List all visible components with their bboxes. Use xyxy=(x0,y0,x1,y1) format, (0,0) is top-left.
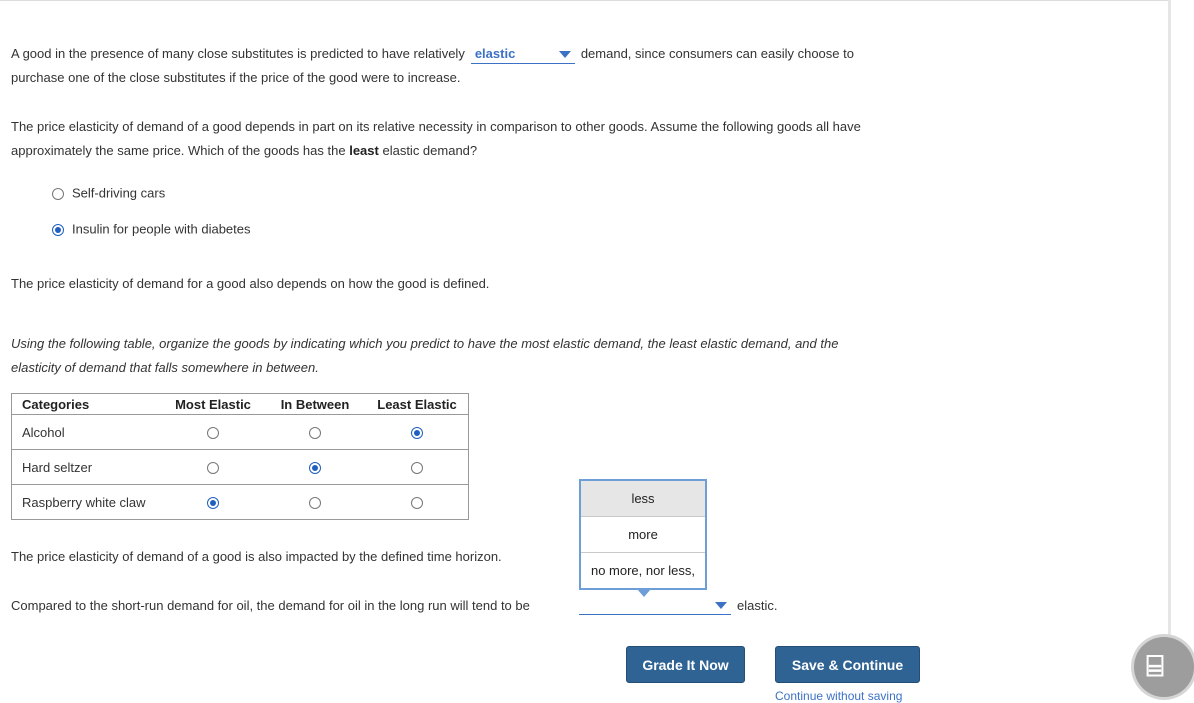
menu-item-more[interactable]: more xyxy=(581,517,705,553)
header-categories: Categories xyxy=(12,394,163,415)
cell-between xyxy=(264,450,366,485)
table-row xyxy=(12,485,469,520)
elasticity-table xyxy=(11,393,469,520)
radio-unselected[interactable] xyxy=(207,462,219,474)
calculator-button[interactable] xyxy=(1134,637,1194,697)
calculator-icon: ⌸ xyxy=(1146,649,1164,684)
q2-line1: The price elasticity of demand of a good depends in part on its relative necessity in comparison to other goods. Assume the following goods all have xyxy=(11,119,861,134)
q4-elasticity-dropdown[interactable] xyxy=(579,598,731,615)
top-divider xyxy=(0,0,1171,1)
q4-sentence-after: elastic. xyxy=(737,598,778,613)
option-self-driving-cars[interactable] xyxy=(52,183,165,203)
header-in-between: In Between xyxy=(264,394,366,415)
chevron-down-icon xyxy=(559,51,571,58)
cell-least xyxy=(366,415,469,450)
save-continue-button[interactable]: Save & Continue xyxy=(775,646,920,683)
row-label-alcohol: Alcohol xyxy=(12,415,163,450)
grade-it-now-button[interactable]: Grade It Now xyxy=(626,646,745,683)
q3-instruction-line2: elasticity of demand that falls somewhere in between. xyxy=(11,360,319,375)
q1-dropdown-value: elastic xyxy=(474,46,516,61)
q4-intro: The price elasticity of demand of a good is also impacted by the defined time horizon. xyxy=(11,549,502,564)
q1-line1 xyxy=(11,42,854,66)
q1-text-after: demand, since consumers can easily choose to xyxy=(580,46,854,61)
q1-text-before: A good in the presence of many close substitutes is predicted to have relatively xyxy=(11,46,465,61)
q1-line2: purchase one of the close substitutes if the price of the good were to increase. xyxy=(11,70,461,85)
dropdown-menu xyxy=(579,479,707,590)
q2-line2-after: elastic demand? xyxy=(382,143,478,158)
cell-most xyxy=(162,450,264,485)
radio-selected[interactable] xyxy=(207,497,219,509)
radio-unselected[interactable] xyxy=(411,462,423,474)
menu-item-no-more-nor-less[interactable]: no more, nor less, xyxy=(590,563,696,578)
row-label-raspberry-white-claw: Raspberry white claw xyxy=(12,485,163,520)
radio-unselected[interactable] xyxy=(207,427,219,439)
option-label: Self-driving cars xyxy=(72,185,166,201)
radio-selected[interactable] xyxy=(52,224,64,236)
q4-sentence-before: Compared to the short-run demand for oil, the demand for oil in the long run will tend to be xyxy=(11,598,530,613)
cell-most xyxy=(162,485,264,520)
radio-selected[interactable] xyxy=(411,427,423,439)
option-insulin[interactable] xyxy=(52,219,251,239)
cell-most xyxy=(162,415,264,450)
q3-instruction-line1: Using the following table, organize the goods by indicating which you predict to have the most elastic demand, the least elastic demand, and the xyxy=(11,336,839,351)
cell-least xyxy=(366,450,469,485)
scroll-edge xyxy=(1168,0,1171,696)
table-row xyxy=(12,450,469,485)
table-header-row xyxy=(12,394,469,415)
menu-item-less[interactable]: less xyxy=(581,481,705,517)
cell-between xyxy=(264,415,366,450)
q2-emphasis: least xyxy=(349,143,379,158)
header-least-elastic: Least Elastic xyxy=(366,394,469,415)
continue-without-saving-link[interactable]: Continue without saving xyxy=(775,689,903,703)
dropdown-pointer xyxy=(637,589,651,597)
radio-unselected[interactable] xyxy=(52,188,64,200)
radio-unselected[interactable] xyxy=(411,497,423,509)
cell-between xyxy=(264,485,366,520)
row-label-hard-seltzer: Hard seltzer xyxy=(12,450,163,485)
radio-unselected[interactable] xyxy=(309,497,321,509)
header-most-elastic: Most Elastic xyxy=(162,394,264,415)
q2-line2 xyxy=(11,139,477,163)
table-row xyxy=(12,415,469,450)
chevron-down-icon xyxy=(715,602,727,609)
radio-unselected[interactable] xyxy=(309,427,321,439)
q2-line2-before: approximately the same price. Which of the goods has the xyxy=(11,143,346,158)
q3-intro: The price elasticity of demand for a good also depends on how the good is defined. xyxy=(11,276,490,291)
cell-least xyxy=(366,485,469,520)
q1-elasticity-dropdown[interactable] xyxy=(471,45,575,64)
option-label: Insulin for people with diabetes xyxy=(72,221,251,237)
radio-selected[interactable] xyxy=(309,462,321,474)
